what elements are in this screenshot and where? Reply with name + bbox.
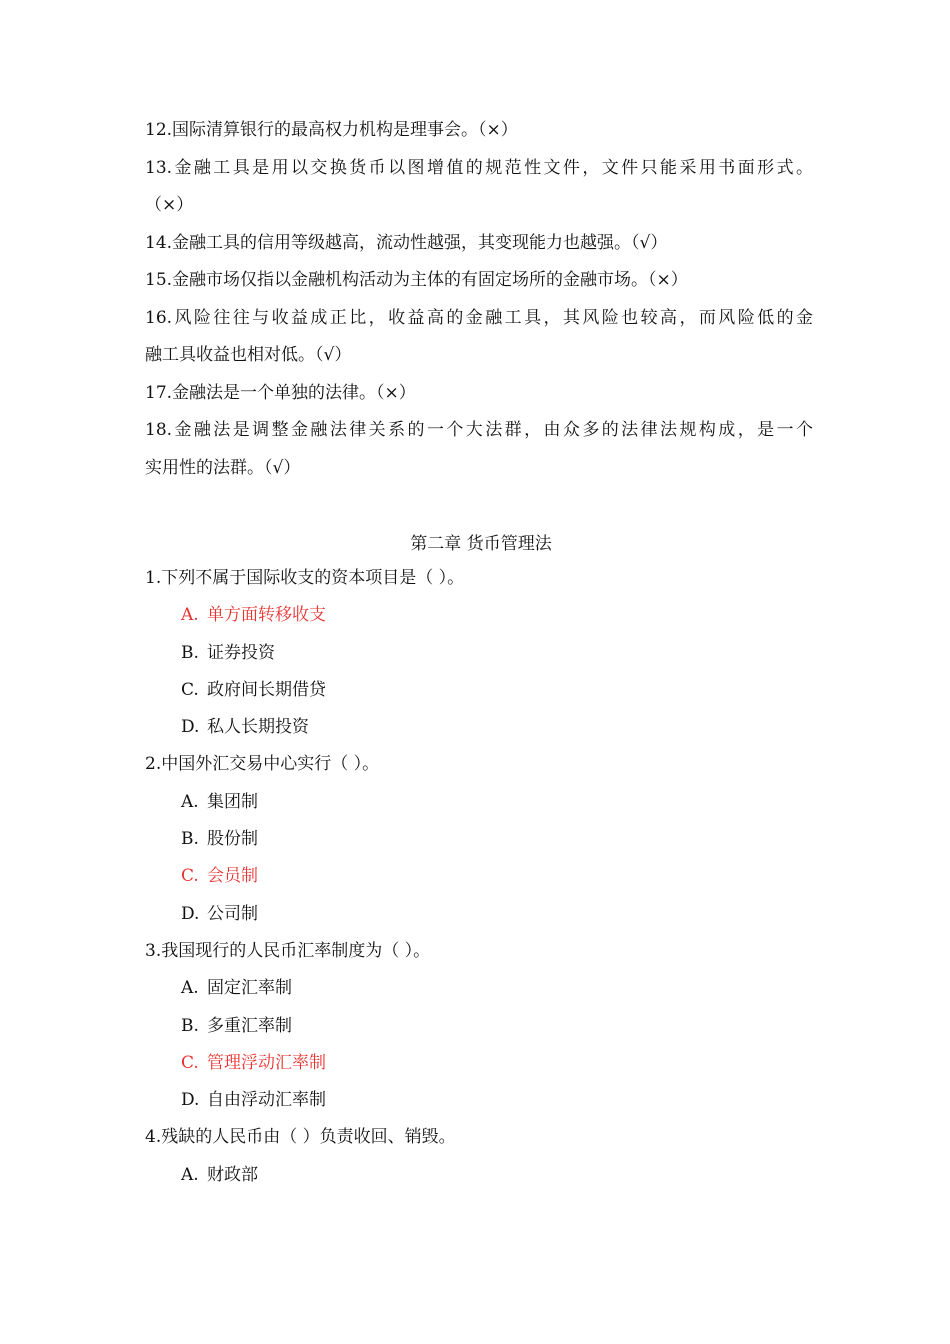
option-letter: B.: [181, 1015, 199, 1036]
multiple-choice-section: [145, 560, 813, 1194]
tf-item-line: 融工具收益也相对低。（√）: [145, 345, 352, 365]
tf-item-line: （×）: [145, 195, 194, 215]
option-letter: A.: [181, 978, 199, 999]
answer-option-correct: [145, 597, 813, 634]
answer-option: [145, 1157, 813, 1194]
answer-option: [145, 970, 813, 1007]
option-letter: B.: [181, 829, 199, 850]
option-text: 公司制: [207, 903, 258, 924]
option-letter: A.: [181, 1164, 199, 1185]
option-text: 私人长期投资: [207, 717, 309, 738]
answer-option: [145, 1008, 813, 1045]
option-text: 政府间长期借贷: [207, 679, 326, 700]
answer-option-correct: [145, 1045, 813, 1082]
tf-item-line: 实用性的法群。（√）: [145, 457, 301, 478]
tf-item-line: 18.金融法是调整金融法律关系的一个大法群，由众多的法律法规构成，是一个: [145, 420, 813, 440]
option-letter: D.: [181, 903, 200, 924]
option-letter: B.: [181, 642, 199, 663]
tf-item-line: 12.国际清算银行的最高权力机构是理事会。（×）: [145, 120, 518, 140]
option-letter: A.: [181, 791, 199, 812]
option-text: 管理浮动汇率制: [207, 1052, 326, 1073]
tf-item-line: 14.金融工具的信用等级越高，流动性越强，其变现能力也越强。（√）: [145, 232, 668, 253]
answer-option: [145, 1082, 813, 1119]
answer-option: [145, 821, 813, 858]
tf-item-line: 16.风险往往与收益成正比，收益高的金融工具，其风险也较高，而风险低的金: [145, 307, 813, 328]
option-text: 自由浮动汇率制: [207, 1090, 326, 1111]
option-letter: C.: [181, 866, 199, 887]
answer-option: [145, 672, 813, 709]
question-text: 1.下列不属于国际收支的资本项目是（ ）。: [145, 568, 465, 588]
question-text: 2.中国外汇交易中心实行（ ）。: [145, 754, 380, 775]
tf-item-line: 13.金融工具是用以交换货币以图增值的规范性文件，文件只能采用书面形式。: [145, 157, 813, 178]
option-text: 股份制: [207, 829, 258, 850]
answer-option-correct: [145, 858, 813, 895]
answer-option: [145, 784, 813, 821]
option-text: 证券投资: [207, 642, 275, 663]
option-letter: D.: [181, 1090, 200, 1111]
option-letter: C.: [181, 679, 199, 700]
option-letter: C.: [181, 1052, 199, 1073]
answer-option: [145, 896, 813, 933]
answer-option: [145, 709, 813, 746]
tf-item-line: 17.金融法是一个单独的法律。（×）: [145, 382, 416, 403]
option-letter: A.: [181, 605, 199, 626]
option-text: 单方面转移收支: [207, 605, 326, 626]
tf-item-line: 15.金融市场仅指以金融机构活动为主体的有固定场所的金融市场。（×）: [145, 270, 688, 290]
option-text: 多重汇率制: [207, 1015, 292, 1036]
answer-option: [145, 635, 813, 672]
option-letter: D.: [181, 717, 200, 738]
chapter-title: 第二章 货币管理法: [410, 534, 552, 554]
question-text: 3.我国现行的人民币汇率制度为（ ）。: [145, 940, 431, 961]
option-text: 会员制: [207, 866, 258, 887]
true-false-section: [145, 112, 813, 487]
option-text: 财政部: [207, 1164, 258, 1185]
question-text: 4.残缺的人民币由（ ）负责收回、销毁。: [145, 1127, 456, 1148]
option-text: 固定汇率制: [207, 978, 292, 999]
option-text: 集团制: [207, 791, 258, 812]
